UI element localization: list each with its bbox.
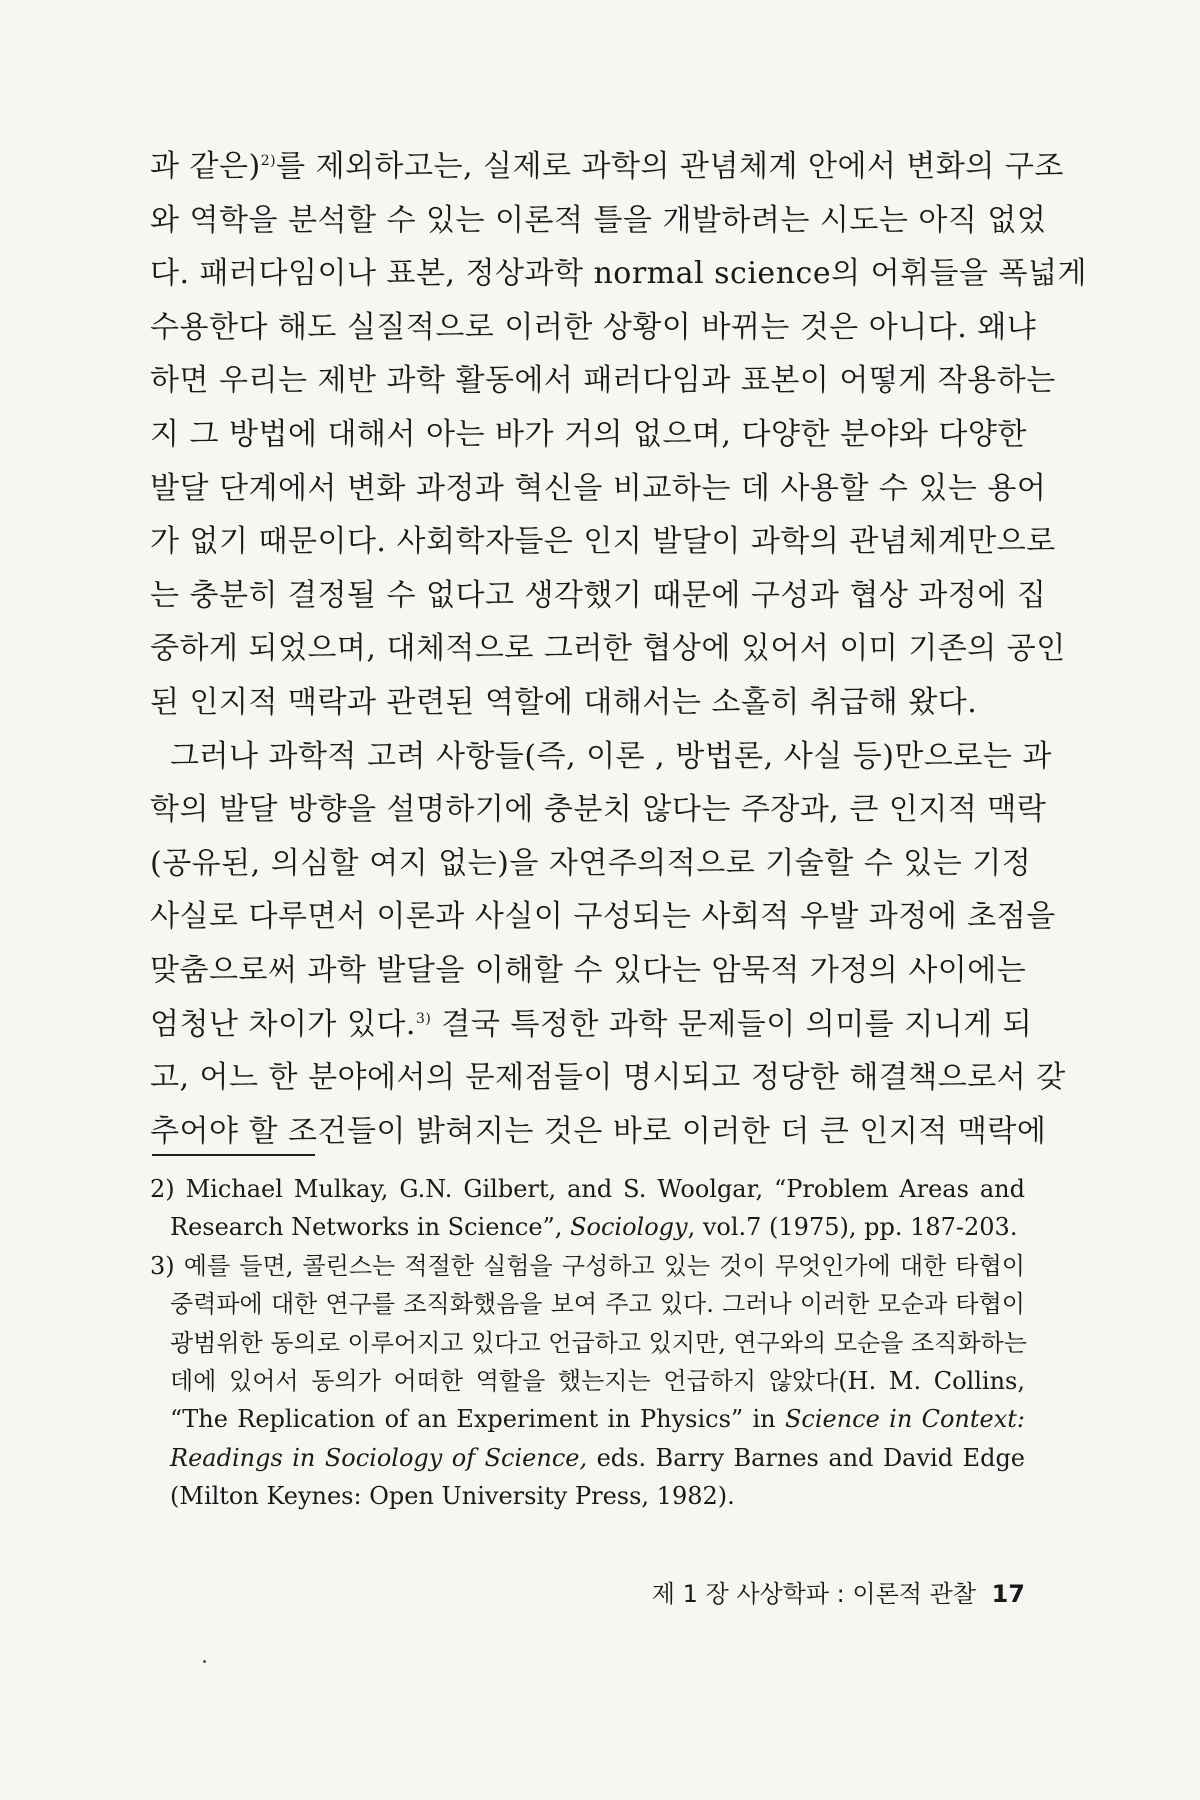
footnote-3-line: “The Replication of an Experiment in Physics” in Science in Context: xyxy=(170,1405,1025,1434)
footnote-3-line: (Milton Keynes: Open University Press, 1982). xyxy=(170,1482,735,1511)
footnote-2-line: 2) Michael Mulkay, G.N. Gilbert, and S. Woolgar, “Problem Areas and xyxy=(150,1175,1025,1203)
footnote-ref-3: 3) xyxy=(415,1010,432,1027)
footnote-3-line: 광범위한 동의로 이루어지고 있다고 언급하고 있지만, 연구와의 모순을 조직화하는 xyxy=(170,1328,1027,1357)
body-line: 과 같은)$^{2)}$를 제외하고는, 실제로 과학의 관념체계 안에서 변화의 구조 xyxy=(150,149,1064,184)
body-line: 중하게 되었으며, 대체적으로 그러한 협상에 있어서 이미 기존의 공인 xyxy=(150,631,1066,667)
body-line: 맞춤으로써 과학 발달을 이해할 수 있다는 암묵적 가정의 사이에는 xyxy=(150,952,1027,988)
footnote-ref-2: 2) xyxy=(260,153,277,169)
body-text xyxy=(150,140,1087,1158)
chapter-label: 제 1 장 xyxy=(651,1580,729,1608)
footnote-3-line: 데에 있어서 동의가 어떠한 역할을 했는지는 언급하지 않았다(H. M. Collins, xyxy=(170,1366,1025,1395)
body-line: 엄청난 차이가 있다.$^{3)}$ 결국 특정한 과학 문제들이 의미를 지니게 되 xyxy=(150,1006,1033,1042)
body-line: 추어야 할 조건들이 밝혀지는 것은 바로 이러한 더 큰 인지적 맥락에 xyxy=(150,1113,1047,1149)
body-line: 고, 어느 한 분야에서의 문제점들이 명시되고 정당한 해결책으로서 갖 xyxy=(150,1060,1066,1096)
body-line: 는 충분히 결정될 수 없다고 생각했기 때문에 구성과 협상 과정에 집 xyxy=(150,577,1047,613)
page-number: 17 xyxy=(991,1580,1025,1608)
body-line: (공유된, 의심할 여지 없는)을 자연주의적으로 기술할 수 있는 기정 xyxy=(150,845,1032,881)
body-line: 가 없기 때문이다. 사회학자들은 인지 발달이 과학의 관념체계만으로 xyxy=(150,524,1056,560)
body-line: 사실로 다루면서 이론과 사실이 구성되는 사회적 우발 과정에 초점을 xyxy=(150,899,1056,935)
footnote-3-line: Readings in Sociology of Science, eds. Barry Barnes and David Edge xyxy=(170,1443,1026,1472)
body-line: 학의 발달 방향을 설명하기에 충분치 않다는 주장과, 큰 인지적 맥락 xyxy=(150,792,1047,828)
body-line: 수용한다 해도 실질적으로 이러한 상황이 바뀌는 것은 아니다. 왜냐 xyxy=(150,309,1037,345)
footnote-2-line: Research Networks in Science”, Sociology, vol.7 (1975), pp. 187-203. xyxy=(170,1213,1018,1242)
footnote-3-line: 중력파에 대한 연구를 조직화했음을 보여 주고 있다. 그러나 이러한 모순과 타협이 xyxy=(170,1290,1025,1319)
running-footer xyxy=(640,1574,1025,1614)
body-line: 하면 우리는 제반 과학 활동에서 패러다임과 표본이 어떻게 작용하는 xyxy=(150,363,1056,399)
chapter-title: 사상학파 : 이론적 관찰 xyxy=(736,1580,976,1608)
footnote-divider xyxy=(152,1154,315,1156)
footnote-3-line: 3) 예를 들면, 콜린스는 적절한 실험을 구성하고 있는 것이 무엇인가에 대한 타협이 xyxy=(150,1251,1025,1280)
body-line: 된 인지적 맥락과 관련된 역할에 대해서는 소홀히 취급해 왔다. xyxy=(150,684,978,720)
body-line: 발달 단계에서 변화 과정과 혁신을 비교하는 데 사용할 수 있는 용어 xyxy=(150,470,1047,506)
footnotes xyxy=(150,1170,1025,1516)
body-line: 와 역학을 분석할 수 있는 이론적 틀을 개발하려는 시도는 아직 없었 xyxy=(150,202,1047,238)
body-line: 그러나 과학적 고려 사항들(즉, 이론 , 방법론, 사실 등)만으로는 과 xyxy=(170,738,1052,774)
body-line: 지 그 방법에 대해서 아는 바가 거의 없으며, 다양한 분야와 다양한 xyxy=(150,416,1027,452)
body-line: 다. 패러다임이나 표본, 정상과학 normal science의 어휘들을 폭넓게 xyxy=(150,256,1087,292)
scan-speck xyxy=(203,1660,206,1663)
